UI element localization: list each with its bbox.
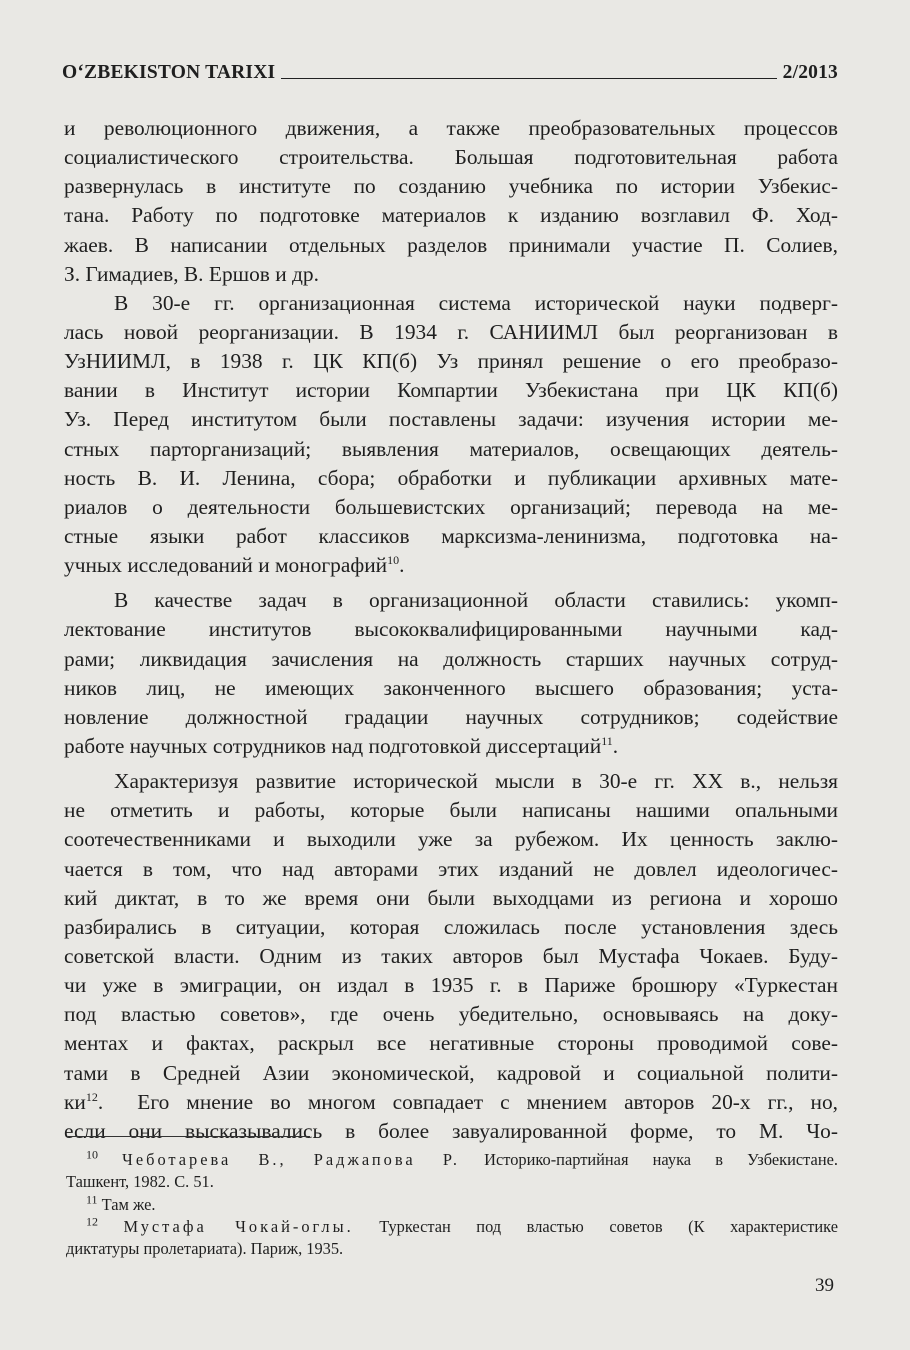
footnote-number: 10 [86, 1149, 98, 1162]
text-line [64, 551, 838, 580]
main-text [64, 114, 838, 1146]
text-line: Уз. Перед институтом были поставлены задачи: изучения истории ме- [64, 407, 838, 432]
header-rule [281, 78, 776, 79]
text-line: разбирались в ситуации, которая сложилась после установления здесь [64, 914, 838, 939]
footnote-12 [66, 1216, 838, 1238]
text-line: рами; ликвидация зачисления на должность старших научных сотруд- [64, 646, 838, 671]
text-line: жаев. В написании отдельных разделов принимали участие П. Солиев, [64, 232, 838, 257]
text-line: новление должностной градации научных сотрудников; содействие [64, 704, 838, 729]
footnote-authors: Мустафа Чокай-оглы. [123, 1216, 354, 1236]
text-line: если они высказывались в более завуалированной форме, то М. Чо- [64, 1118, 838, 1143]
text-line: лектование институтов высококвалифицированными научными кад- [64, 617, 838, 642]
text-line [64, 732, 838, 761]
text-line: ников лиц, не имеющих законченного высшего образования; уста- [64, 675, 838, 700]
footnote-text: Туркестан под властью советов (К характеристике [379, 1216, 838, 1236]
footnote-11 [66, 1194, 838, 1216]
text-line: ментах и фактах, раскрыл все негативные стороны проводимой сове- [64, 1031, 838, 1056]
text-line: УзНИИМЛ, в 1938 г. ЦК КП(б) Уз принял решение о его преобразо- [64, 349, 838, 374]
text-line: развернулась в институте по созданию учебника по истории Узбекис- [64, 174, 838, 199]
text-line: риалов о деятельности большевистских организаций; перевода на ме- [64, 494, 838, 519]
footnotes [66, 1149, 838, 1260]
text-line: вании в Институт истории Компартии Узбекистана при ЦК КП(б) [64, 378, 838, 403]
footnote-text: Историко-партийная наука в Узбекистане. [484, 1150, 838, 1169]
running-header [62, 58, 838, 84]
line-text: Его мнение во многом совпадает с мнением авторов 20-х гг., но, [137, 1089, 838, 1114]
text-line: чи уже в эмиграции, он издал в 1935 г. в Париже брошюру «Туркестан [64, 973, 838, 998]
footnote-12-cont: диктатуры пролетариата). Париж, 1935. [66, 1239, 344, 1259]
footnote-10 [66, 1149, 838, 1171]
page-number: 39 [815, 1275, 834, 1296]
line-text: работе научных сотрудников над подготовкой диссертаций [64, 733, 602, 758]
text-line: лась новой реорганизации. В 1934 г. САНИИМЛ был реорганизован в [64, 319, 838, 344]
text-line: социалистического строительства. Большая подготовительная работа [64, 145, 838, 170]
journal-title: OʻZBEKISTON TARIXI [62, 62, 276, 83]
footnote-ref: 10 [387, 552, 400, 567]
line-end: . [399, 553, 405, 578]
footnote-ref: 12 [85, 1089, 98, 1104]
footnote-authors: Чеботарева В., Раджапова Р. [122, 1150, 460, 1169]
footnote-separator [68, 1136, 310, 1137]
line-end: . [612, 733, 619, 758]
text-line: чается в том, что над авторами этих изданий не довлел идеологичес- [64, 856, 838, 881]
issue-number: 2/2013 [782, 62, 838, 83]
text-line: ность В. И. Ленина, сбора; обработки и публикации архивных мате- [64, 465, 838, 490]
text-line: З. Гимадиев, В. Ершов и др. [64, 261, 319, 286]
text-line: Характеризуя развитие исторической мысли в 30-е гг. XX в., нельзя [114, 769, 838, 794]
text-line: и революционного движения, а также преобразовательных процессов [64, 116, 838, 140]
text-line: стные языки работ классиков марксизма-ленинизма, подготовка на- [64, 523, 838, 548]
footnote-text: Там же. [101, 1194, 156, 1214]
line-end: . [97, 1089, 104, 1114]
text-line: не отметить и работы, которые были написаны нашими опальными [64, 798, 838, 823]
text-line: В качестве задач в организационной области ставились: укомп- [114, 588, 838, 613]
text-line: стных парторганизаций; выявления материалов, освещающих деятель- [64, 436, 838, 461]
text-line: под властью советов», где очень убедительно, основываясь на доку- [64, 1002, 838, 1027]
footnote-10-cont: Ташкент, 1982. С. 51. [66, 1172, 214, 1192]
text-line: соотечественниками и выходили уже за рубежом. Их ценность заклю- [64, 827, 838, 852]
footnote-ref: 11 [601, 733, 613, 748]
text-line [64, 1088, 838, 1117]
line-text: ки [64, 1089, 86, 1114]
text-line: кий диктат, в то же время они были выходцами из региона и хорошо [64, 885, 838, 910]
text-line: тами в Средней Азии экономической, кадровой и социальной полити- [64, 1060, 838, 1085]
footnote-number: 11 [86, 1193, 98, 1207]
text-line: советской власти. Одним из таких авторов был Мустафа Чокаев. Буду- [64, 943, 838, 968]
footnote-number: 12 [86, 1215, 98, 1229]
text-line: тана. Работу по подготовке материалов к изданию возглавил Ф. Ход- [64, 203, 838, 228]
line-text: учных исследований и монографий [64, 553, 388, 578]
text-line: В 30-е гг. организационная система исторической науки подверг- [114, 290, 838, 315]
